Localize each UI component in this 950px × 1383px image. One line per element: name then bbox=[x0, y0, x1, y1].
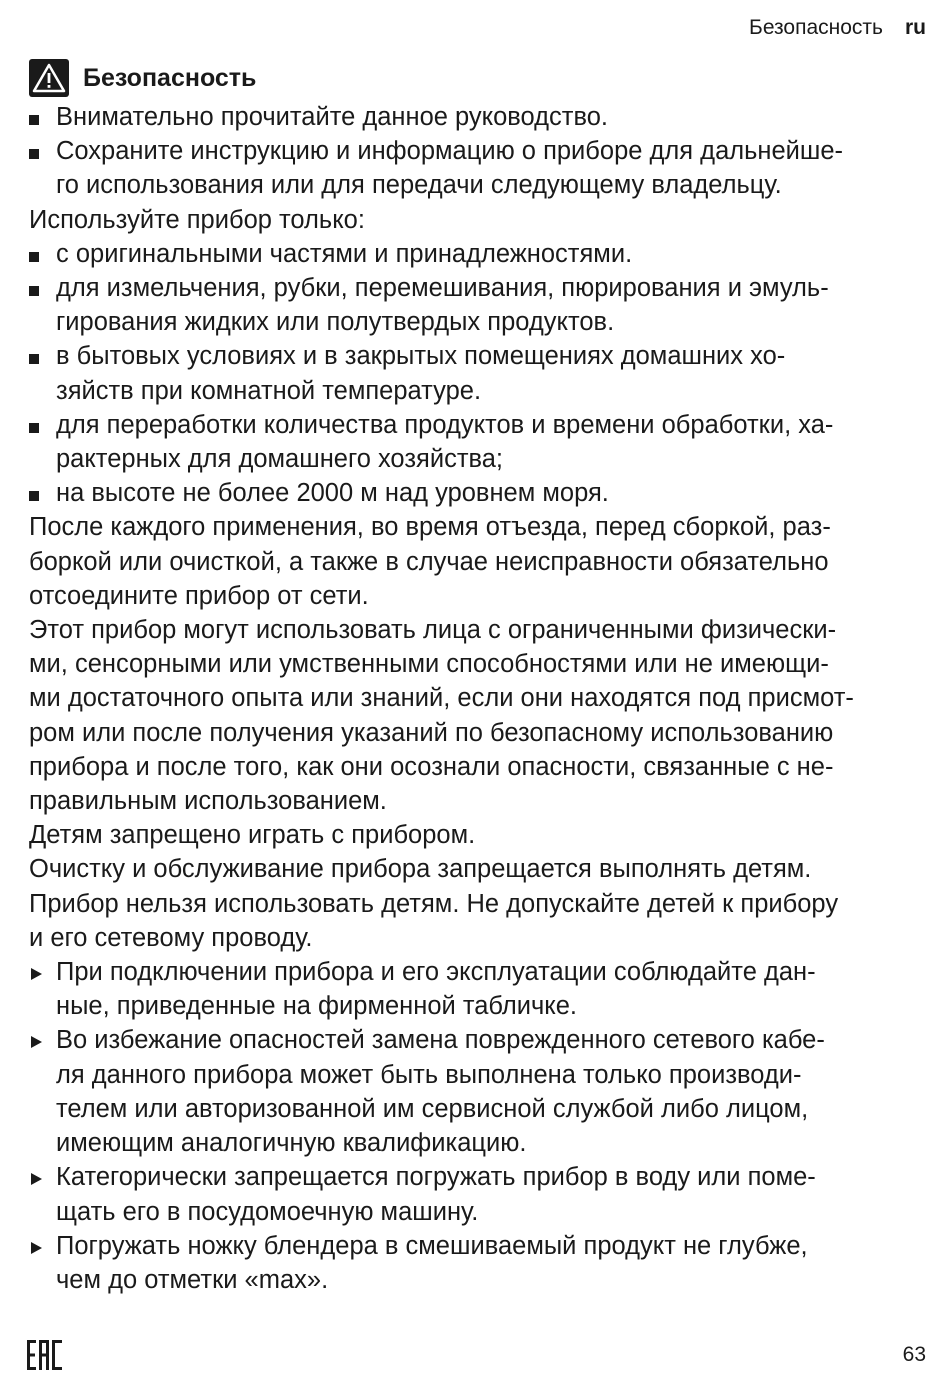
running-header bbox=[749, 16, 926, 40]
paragraph: Прибор нельзя использовать детям. Не допускайте детей к прибору и его сетевому проводу. bbox=[29, 889, 839, 952]
instruction-item bbox=[29, 1160, 929, 1228]
general-bullet-text: Внимательно прочитайте данное руководство. bbox=[56, 103, 609, 131]
use-only-bullet-item bbox=[29, 237, 929, 271]
instruction-text: При подключении прибора и его эксплуатации соблюдайте дан- ные, приведенные на фирменной табличке. bbox=[56, 958, 816, 1021]
instruction-item bbox=[29, 1023, 929, 1160]
paragraph: После каждого применения, во время отъезда, перед сборкой, раз- боркой или очисткой, а также в случае неисправности обязательно отсоедините прибор от сети. bbox=[29, 513, 831, 610]
instruction-text: Погружать ножку блендера в смешиваемый продукт не глубже, чем до отметки «max». bbox=[56, 1231, 808, 1294]
bullet-square-icon bbox=[29, 408, 39, 442]
arrow-bullet-icon bbox=[29, 1229, 42, 1263]
bullet-square-icon bbox=[29, 237, 39, 271]
instruction-item bbox=[29, 1229, 929, 1297]
arrow-bullet-icon bbox=[29, 1023, 42, 1057]
instruction-text: Категорически запрещается погружать прибор в воду или поме- щать его в посудомоечную машину. bbox=[56, 1163, 816, 1226]
use-only-bullet-text: на высоте не более 2000 м над уровнем моря. bbox=[56, 479, 609, 508]
instruction-item bbox=[29, 955, 929, 1023]
instruction-text: Во избежание опасностей замена поврежденного сетевого кабе- ля данного прибора может быть выполнена только производи- телем или авторизованной им сервисной службой либо лицом, имеющим аналогичную квалификацию. bbox=[56, 1026, 825, 1158]
use-only-bullet-text: с оригинальными частями и принадлежностями. bbox=[56, 239, 633, 268]
page-content bbox=[29, 58, 929, 1297]
instruction-list bbox=[29, 955, 929, 1297]
general-bullet-text: Сохраните инструкцию и информацию о приборе для дальнейше- го использования или для передачи следующему владельцу. bbox=[56, 137, 844, 200]
eac-logo bbox=[27, 1340, 63, 1375]
use-only-intro: Используйте прибор только: bbox=[29, 205, 365, 234]
bullet-square-icon bbox=[29, 271, 39, 305]
paragraph: Очистку и обслуживание прибора запрещается выполнять детям. bbox=[29, 855, 812, 884]
use-only-bullet-item bbox=[29, 408, 929, 476]
use-only-bullet-item bbox=[29, 339, 929, 407]
use-only-bullet-text: для переработки количества продуктов и времени обработки, ха- рактерных для домашнего хозяйства; bbox=[56, 410, 834, 474]
bullet-square-icon bbox=[29, 100, 39, 134]
section-title: Безопасность bbox=[83, 63, 257, 92]
section-heading bbox=[29, 58, 929, 98]
arrow-bullet-icon bbox=[29, 1160, 42, 1194]
paragraph: Детям запрещено играть с прибором. bbox=[29, 821, 476, 850]
header-lang: ru bbox=[905, 16, 926, 39]
warning-triangle-icon bbox=[29, 59, 69, 97]
general-bullet-item bbox=[29, 134, 929, 202]
use-only-bullet-item bbox=[29, 271, 929, 339]
paragraph: Этот прибор могут использовать лица с ограниченными физически- ми, сенсорными или умственными способностями или не имеющи- ми достаточного опыта или знаний, если они находятся под присмот- ром или после получения указаний по безопасному использованию прибора и после того, как они осознали опасности, связанные с не- правильным использованием. bbox=[29, 616, 854, 816]
bullet-square-icon bbox=[29, 339, 39, 373]
arrow-bullet-icon bbox=[29, 955, 42, 989]
page-number: 63 bbox=[902, 1343, 926, 1366]
paragraphs bbox=[29, 510, 929, 955]
general-bullets bbox=[29, 100, 929, 203]
header-section: Безопасность bbox=[749, 16, 883, 39]
use-only-list bbox=[29, 237, 929, 511]
bullet-square-icon bbox=[29, 134, 39, 168]
bullet-square-icon bbox=[29, 476, 39, 510]
general-bullet-item bbox=[29, 100, 929, 134]
use-only-bullet-text: в бытовых условиях и в закрытых помещениях домашних хо- зяйств при комнатной температуре. bbox=[56, 342, 786, 405]
use-only-bullet-item bbox=[29, 476, 929, 510]
use-only-bullet-text: для измельчения, рубки, перемешивания, пюрирования и эмуль- гирования жидких или полутвердых продуктов. bbox=[56, 274, 829, 337]
